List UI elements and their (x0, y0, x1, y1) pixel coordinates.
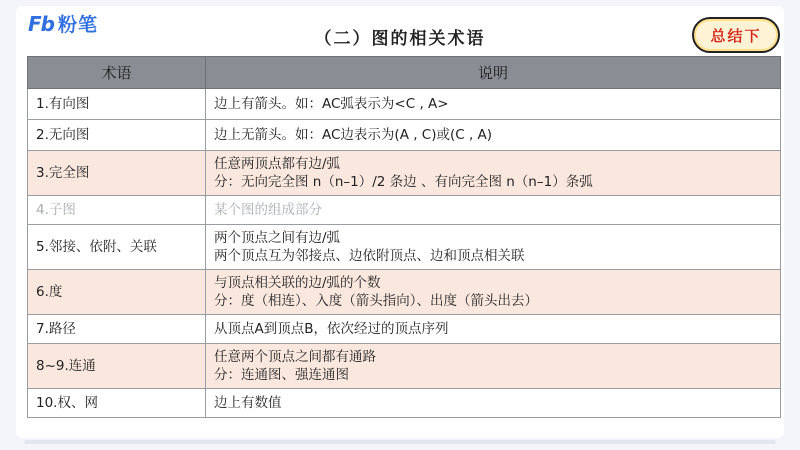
desc-line: 边上有数值 (214, 395, 282, 411)
term-cell: 7.路径 (28, 315, 206, 344)
term-cell: 10.权、网 (28, 389, 206, 418)
term-cell: 4.子图 (28, 196, 206, 225)
term-cell: 2.无向图 (28, 120, 206, 151)
table-header-row (28, 57, 781, 89)
table-row (28, 196, 781, 225)
term-cell: 1.有向图 (28, 89, 206, 120)
desc-line: 两个顶点之间有边/弧 (214, 230, 341, 246)
desc-line: 边上无箭头。如：AC边表示为(A , C)或(C , A) (214, 127, 493, 143)
desc-cell (206, 196, 781, 225)
table-row (28, 89, 781, 120)
term-cell: 8~9.连通 (28, 344, 206, 389)
table-row (28, 389, 781, 418)
term-cell: 6.度 (28, 270, 206, 315)
desc-line: 某个图的组成部分 (214, 202, 322, 218)
desc-cell (206, 344, 781, 389)
header-term: 术语 (28, 57, 206, 89)
table-row (28, 151, 781, 196)
desc-line: 从顶点A到顶点B，依次经过的顶点序列 (214, 321, 449, 337)
desc-cell (206, 89, 781, 120)
table-row (28, 344, 781, 389)
term-cell: 5.邻接、依附、关联 (28, 225, 206, 270)
desc-line: 分：度（相连）、入度（箭头指向）、出度（箭头出去） (214, 293, 538, 309)
desc-cell (206, 389, 781, 418)
table-row (28, 270, 781, 315)
desc-cell (206, 225, 781, 270)
table-row (28, 120, 781, 151)
logo-mark: Fb (28, 11, 54, 36)
bottom-bar (24, 440, 776, 444)
title-wrap (0, 22, 800, 51)
desc-line: 两个顶点互为邻接点、边依附顶点、边和顶点相关联 (214, 248, 525, 264)
desc-line: 任意两个顶点之间都有通路 (214, 349, 376, 365)
desc-cell (206, 120, 781, 151)
desc-line: 分：无向完全图 n（n–1）/2 条边 、有向完全图 n（n–1）条弧 (214, 174, 593, 190)
desc-cell (206, 151, 781, 196)
desc-cell (206, 270, 781, 315)
summary-badge: 总结下 (692, 17, 780, 53)
desc-line: 分：连通图、强连通图 (214, 367, 349, 383)
table-row (28, 315, 781, 344)
desc-line: 边上有箭头。如：AC弧表示为<C , A> (214, 96, 449, 112)
page-title: （二）图的相关术语 (305, 22, 496, 51)
desc-line: 任意两顶点都有边/弧 (214, 156, 341, 172)
terms-table (27, 56, 781, 418)
logo-text: 粉笔 (57, 14, 98, 36)
desc-line: 与顶点相关联的边/弧的个数 (214, 275, 381, 291)
table-row (28, 225, 781, 270)
header-desc: 说明 (206, 57, 781, 89)
desc-cell (206, 315, 781, 344)
term-cell: 3.完全图 (28, 151, 206, 196)
